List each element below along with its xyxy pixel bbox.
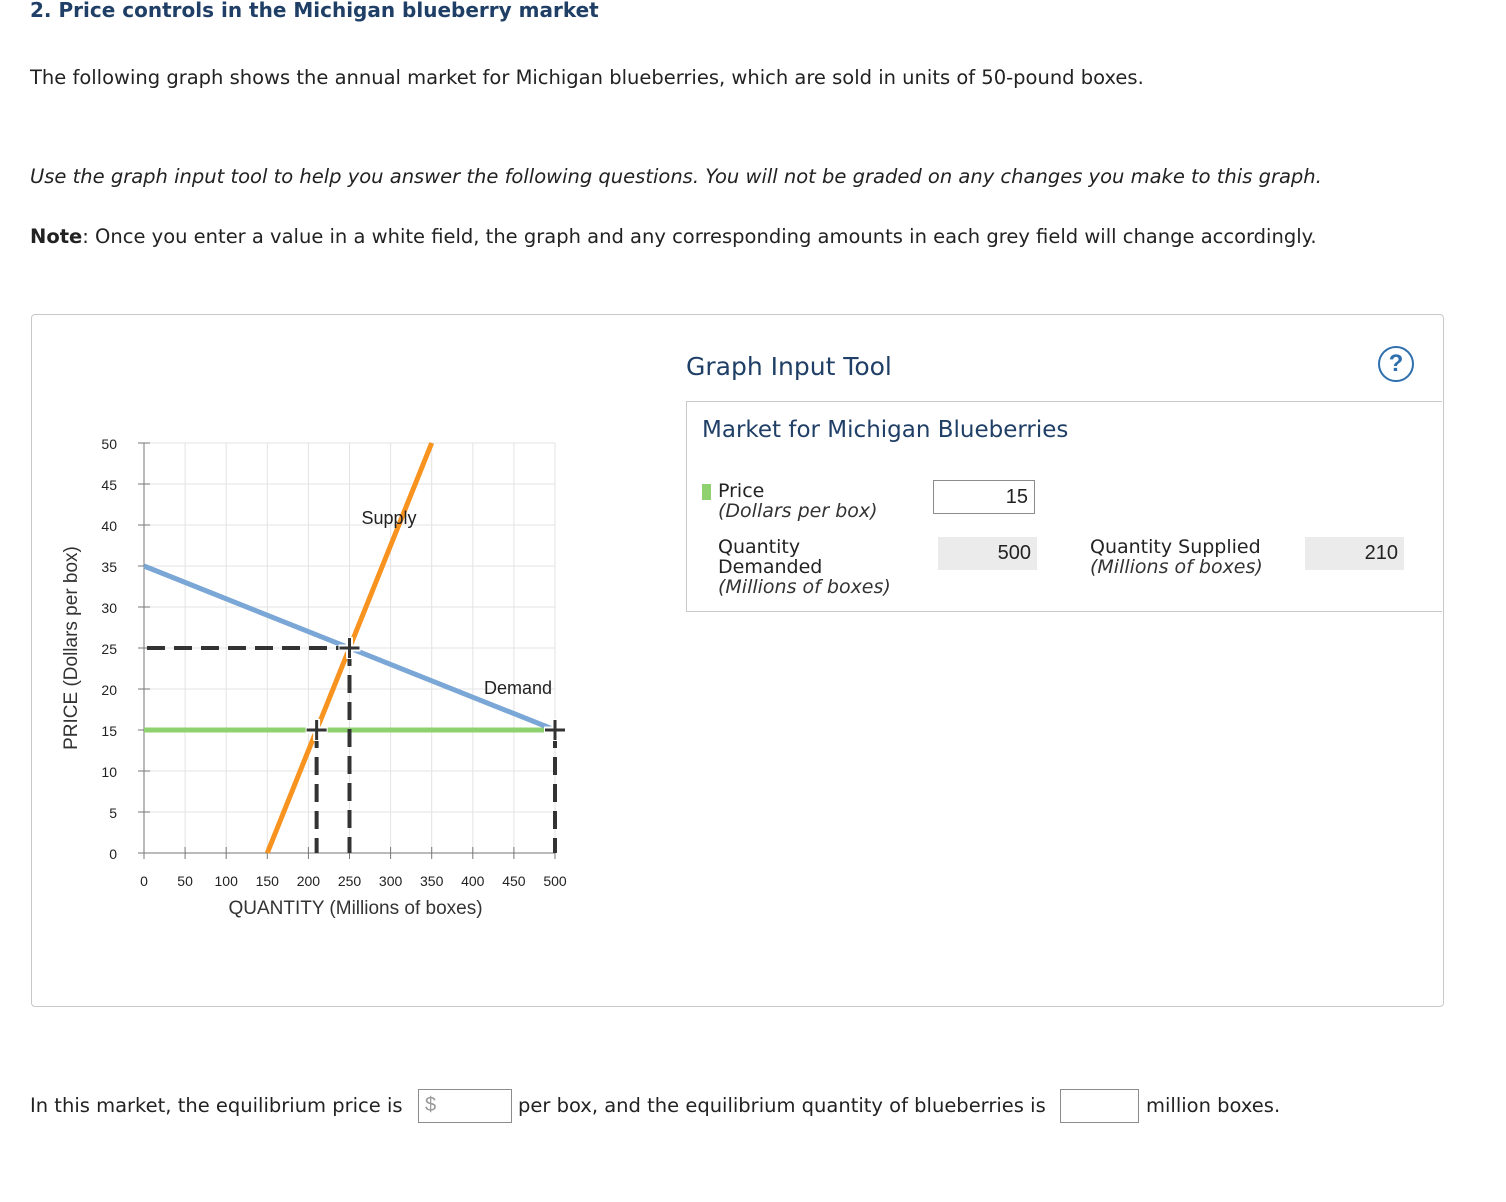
supply-label: Supply [361, 508, 417, 528]
note-label: Note [30, 225, 83, 248]
x-tick-label: 450 [502, 873, 526, 889]
question-title: 2. Price controls in the Michigan blueberry market [30, 0, 599, 22]
x-tick-label: 150 [255, 873, 279, 889]
y-tick-label: 5 [109, 805, 117, 821]
instruction-text: Use the graph input tool to help you answer the following questions. You will not be graded on any changes you make to this graph. [30, 165, 1322, 188]
x-tick-label: 500 [543, 873, 567, 889]
y-tick-label: 15 [101, 723, 117, 739]
quantity-demanded-field: 500 [938, 537, 1037, 570]
intro-text: The following graph shows the annual market for Michigan blueberries, which are sold in units of 50-pound boxes. [30, 66, 1144, 89]
qs-unit: (Millions of boxes) [1090, 556, 1263, 578]
dollar-sign: $ [425, 1094, 437, 1116]
x-tick-label: 250 [337, 873, 362, 889]
help-icon[interactable]: ? [1378, 346, 1414, 382]
y-tick-label: 25 [101, 641, 117, 657]
price-label: Price [718, 480, 765, 502]
y-tick-label: 40 [101, 518, 117, 534]
equilibrium-quantity-input[interactable] [1060, 1089, 1139, 1123]
note-body: : Once you enter a value in a white field, the graph and any corresponding amounts in each grey field will change accordingly. [82, 225, 1317, 248]
qd-marker [544, 719, 566, 741]
price-label-group [718, 481, 878, 521]
qd-label-line1: Quantity [718, 536, 801, 558]
qd-unit: (Millions of boxes) [718, 576, 891, 598]
demand-label: Demand [483, 678, 553, 698]
qs-label-group [1090, 537, 1263, 577]
answer-text-2: per box, and the equilibrium quantity of blueberries is [518, 1094, 1046, 1117]
equilibrium-marker [339, 637, 361, 659]
chart-markers [147, 637, 566, 853]
y-tick-label: 10 [101, 764, 117, 780]
x-tick-label: 300 [378, 873, 403, 889]
x-tick-label: 400 [461, 873, 485, 889]
price-line-swatch [702, 484, 711, 500]
x-tick-label: 100 [214, 873, 238, 889]
x-tick-label: 0 [140, 873, 148, 889]
y-tick-label: 30 [101, 600, 117, 616]
price-input[interactable]: 15 [933, 480, 1035, 514]
y-tick-label: 45 [101, 477, 117, 493]
chart-axes [101, 436, 566, 889]
graph-input-tool-title: Graph Input Tool [686, 352, 892, 381]
y-tick-label: 0 [109, 846, 117, 862]
x-tick-label: 350 [420, 873, 444, 889]
quantity-supplied-field: 210 [1305, 537, 1404, 570]
qd-label-line2: Demanded [718, 556, 823, 578]
price-unit: (Dollars per box) [718, 500, 878, 522]
market-subtitle: Market for Michigan Blueberries [702, 417, 1069, 443]
equilibrium-price-input[interactable] [418, 1089, 512, 1123]
answer-text-1: In this market, the equilibrium price is [30, 1094, 403, 1117]
x-tick-label: 200 [296, 873, 321, 889]
y-axis-label: PRICE (Dollars per box) [61, 546, 82, 750]
y-tick-label: 20 [101, 682, 117, 698]
x-axis-label: QUANTITY (Millions of boxes) [228, 898, 483, 919]
y-tick-label: 35 [101, 559, 117, 575]
qd-label-group [718, 537, 891, 597]
answer-text-3: million boxes. [1146, 1094, 1281, 1117]
qs-label: Quantity Supplied [1090, 536, 1261, 558]
qs-marker [306, 719, 328, 741]
y-tick-label: 50 [101, 436, 117, 452]
x-tick-label: 50 [177, 873, 193, 889]
